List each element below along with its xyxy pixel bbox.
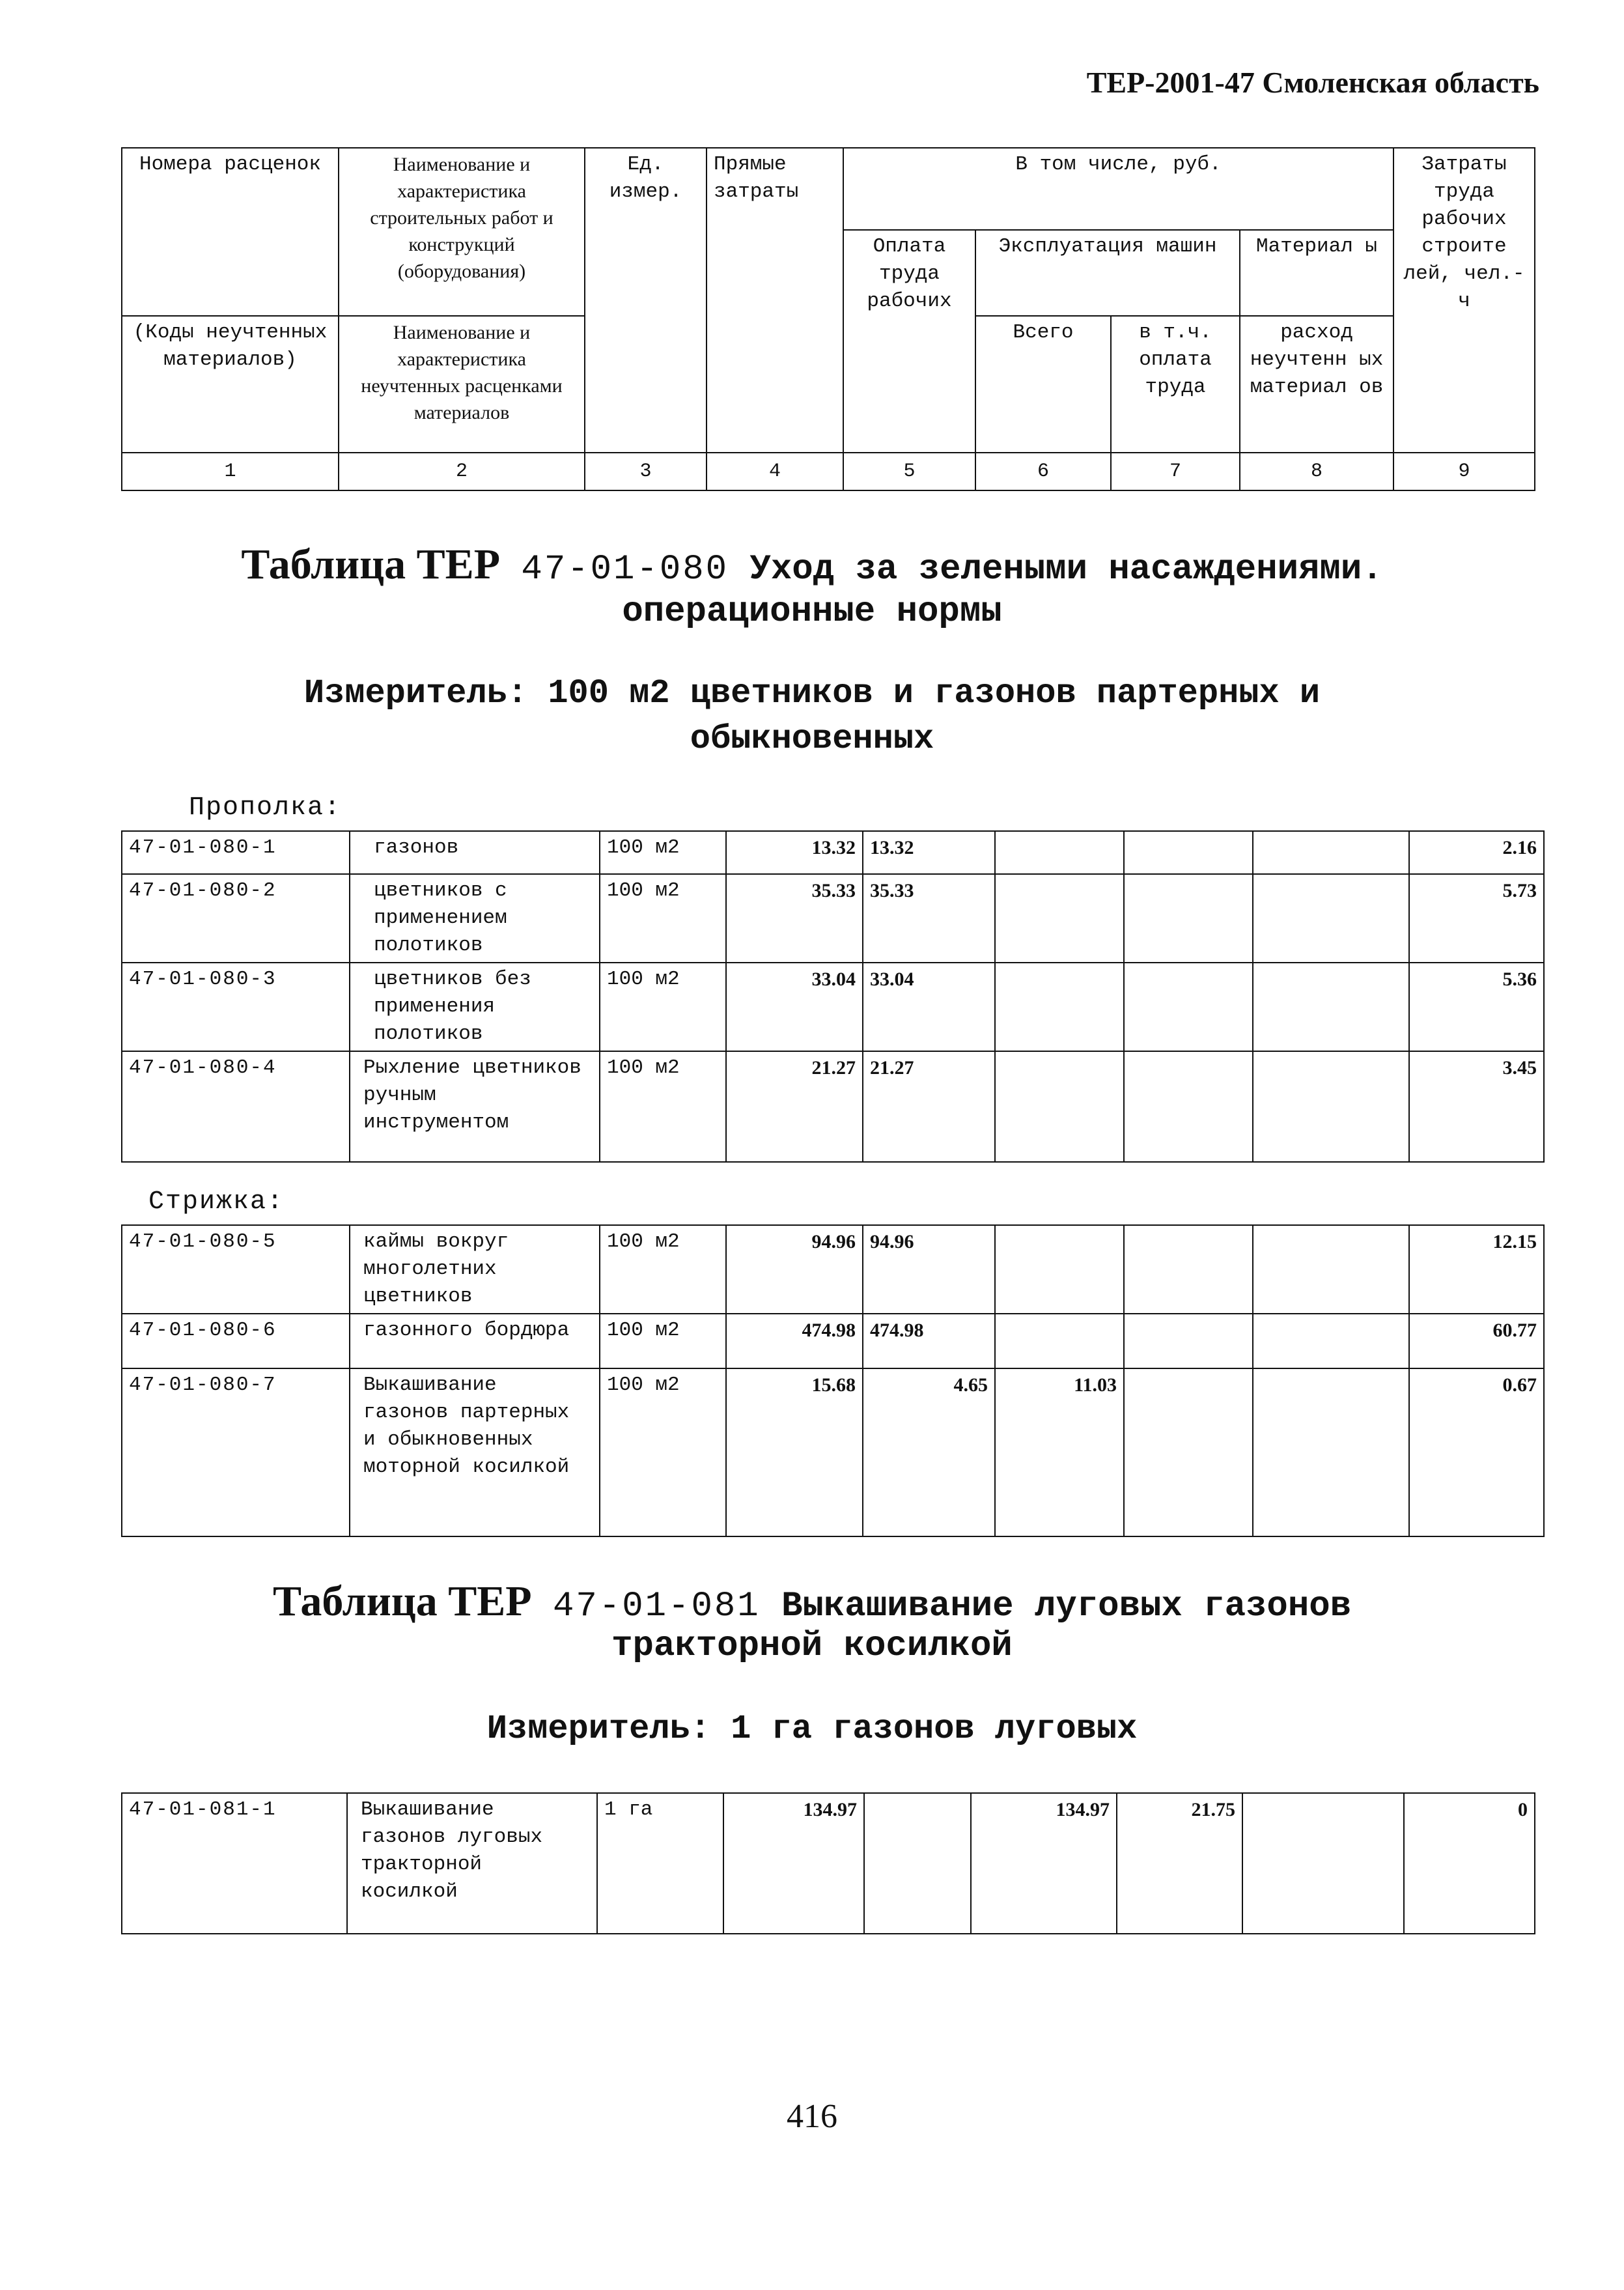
table1-meter-line2: обыкновенных — [690, 720, 934, 758]
col-number: 4 — [707, 453, 843, 490]
rate-pay: 4.65 — [863, 1368, 995, 1536]
rate-pay: 94.96 — [863, 1225, 995, 1314]
rate-machines — [995, 831, 1124, 874]
group-label-trimming: Стрижка: — [148, 1187, 285, 1217]
rate-direct: 134.97 — [723, 1793, 864, 1934]
col-labor-costs: Затраты труда рабочих строите лей, чел.-ч — [1393, 148, 1535, 453]
table-row — [122, 963, 1544, 1051]
rate-unit: 100 м2 — [600, 874, 726, 963]
col-number: 2 — [339, 453, 585, 490]
col-number: 7 — [1111, 453, 1240, 490]
table2-title — [0, 1579, 1624, 1630]
col-number: 1 — [122, 453, 339, 490]
col-number: 5 — [843, 453, 975, 490]
rate-machines-pay — [1124, 1225, 1253, 1314]
table2-title-text: Выкашивание луговых газонов — [781, 1587, 1352, 1626]
table1-meter-line1: Измеритель: 100 м2 цветников и газонов партерных и — [303, 674, 1321, 713]
rate-direct: 15.68 — [726, 1368, 863, 1536]
rate-machines-pay — [1124, 1368, 1253, 1536]
rate-materials — [1253, 874, 1409, 963]
col-rates-numbers: Номера расценок — [122, 148, 339, 316]
rate-machines: 134.97 — [971, 1793, 1117, 1934]
meadow-table — [121, 1792, 1535, 1934]
table-row — [122, 831, 1544, 874]
col-consumption: расход неучтенн ых материал ов — [1240, 316, 1393, 453]
group-label-weeding: Прополка: — [189, 793, 342, 823]
rate-machines-pay — [1124, 1051, 1253, 1162]
rate-machines — [995, 963, 1124, 1051]
table1-title — [0, 542, 1624, 593]
rate-name: каймы вокруг многолетних цветников — [350, 1225, 600, 1314]
rate-pay — [864, 1793, 971, 1934]
document-header: ТЕР-2001-47 Смоленская область — [1086, 66, 1539, 99]
rate-labor: 2.16 — [1409, 831, 1544, 874]
rate-direct: 33.04 — [726, 963, 863, 1051]
rate-labor: 0 — [1404, 1793, 1535, 1934]
rate-materials — [1242, 1793, 1404, 1934]
rate-materials — [1253, 1225, 1409, 1314]
rate-code: 47-01-081-1 — [122, 1793, 347, 1934]
rate-machines-pay — [1124, 1314, 1253, 1368]
rate-name: цветников с применением полотиков — [350, 874, 600, 963]
table1-title-code: 47-01-080 — [521, 550, 729, 589]
rate-direct: 94.96 — [726, 1225, 863, 1314]
rate-name: газонного бордюра — [350, 1314, 600, 1368]
rate-materials — [1253, 1314, 1409, 1368]
rate-code: 47-01-080-3 — [122, 963, 350, 1051]
rate-code: 47-01-080-4 — [122, 1051, 350, 1162]
rate-name: Рыхление цветников ручным инструментом — [350, 1051, 600, 1162]
col-name-unaccounted: Наименование и характеристика неучтенных расценками материалов — [339, 316, 585, 453]
rate-code: 47-01-080-2 — [122, 874, 350, 963]
rate-machines — [995, 1314, 1124, 1368]
rate-pay: 474.98 — [863, 1314, 995, 1368]
rate-direct: 35.33 — [726, 874, 863, 963]
trimming-table — [121, 1224, 1545, 1537]
rate-pay: 35.33 — [863, 874, 995, 963]
rate-labor: 3.45 — [1409, 1051, 1544, 1162]
col-machines: Эксплуатация машин — [975, 230, 1240, 316]
rate-labor: 5.73 — [1409, 874, 1544, 963]
col-number: 6 — [975, 453, 1111, 490]
rate-unit: 100 м2 — [600, 831, 726, 874]
table-row — [122, 874, 1544, 963]
col-workers-pay: Оплата труда рабочих — [843, 230, 975, 453]
table1-title-lead: Таблица ТЕР — [241, 541, 501, 588]
col-machines-incl-pay: в т.ч. оплата труда — [1111, 316, 1240, 453]
rate-labor: 0.67 — [1409, 1368, 1544, 1536]
rate-materials — [1253, 1368, 1409, 1536]
rate-unit: 100 м2 — [600, 1051, 726, 1162]
table1-subtitle: операционные нормы — [622, 592, 1002, 632]
rate-materials — [1253, 831, 1409, 874]
table2-title-code: 47-01-081 — [553, 1587, 761, 1626]
rate-machines — [995, 1225, 1124, 1314]
table2-meter: Измеритель: 1 га газонов луговых — [486, 1710, 1138, 1748]
rate-labor: 5.36 — [1409, 963, 1544, 1051]
col-materials: Материал ы — [1240, 230, 1393, 316]
table-row — [122, 1051, 1544, 1162]
rate-materials — [1253, 963, 1409, 1051]
rate-unit: 100 м2 — [600, 1225, 726, 1314]
rate-code: 47-01-080-7 — [122, 1368, 350, 1536]
table-row — [122, 1225, 1544, 1314]
table2-title-lead: Таблица ТЕР — [272, 1577, 532, 1625]
table-row — [122, 1314, 1544, 1368]
rate-labor: 12.15 — [1409, 1225, 1544, 1314]
rate-code: 47-01-080-6 — [122, 1314, 350, 1368]
col-including: В том числе, руб. — [843, 148, 1393, 230]
page-number: 416 — [787, 2098, 837, 2135]
rate-direct: 13.32 — [726, 831, 863, 874]
col-unit: Ед. измер. — [585, 148, 707, 453]
rate-machines: 11.03 — [995, 1368, 1124, 1536]
column-header-table — [121, 147, 1535, 491]
rate-name: цветников без применения полотиков — [350, 963, 600, 1051]
rate-pay: 21.27 — [863, 1051, 995, 1162]
rate-unit: 100 м2 — [600, 1314, 726, 1368]
rate-pay: 13.32 — [863, 831, 995, 874]
rate-pay: 33.04 — [863, 963, 995, 1051]
rate-machines-pay — [1124, 831, 1253, 874]
rate-direct: 474.98 — [726, 1314, 863, 1368]
rate-unit: 100 м2 — [600, 963, 726, 1051]
rate-unit: 1 га — [597, 1793, 723, 1934]
table-row — [122, 1793, 1535, 1934]
col-number: 8 — [1240, 453, 1393, 490]
rate-name: Выкашивание газонов луговых тракторной косилкой — [347, 1793, 597, 1934]
col-name: Наименование и характеристика строительных работ и конструкций (оборудования) — [339, 148, 585, 316]
rate-code: 47-01-080-5 — [122, 1225, 350, 1314]
col-machines-total: Всего — [975, 316, 1111, 453]
col-number: 9 — [1393, 453, 1535, 490]
rate-unit: 100 м2 — [600, 1368, 726, 1536]
table-row — [122, 1368, 1544, 1536]
rate-name: газонов — [350, 831, 600, 874]
rate-machines-pay — [1124, 963, 1253, 1051]
rate-machines-pay: 21.75 — [1117, 1793, 1242, 1934]
rate-name: Выкашивание газонов партерных и обыкновенных моторной косилкой — [350, 1368, 600, 1536]
weeding-table — [121, 830, 1545, 1163]
rate-labor: 60.77 — [1409, 1314, 1544, 1368]
rate-materials — [1253, 1051, 1409, 1162]
col-codes-unaccounted: (Коды неучтенных материалов) — [122, 316, 339, 453]
col-direct-costs: Прямые затраты — [707, 148, 843, 453]
table1-title-text: Уход за зелеными насаждениями. — [749, 550, 1383, 589]
rate-machines — [995, 874, 1124, 963]
rate-code: 47-01-080-1 — [122, 831, 350, 874]
table2-subtitle: тракторной косилкой — [611, 1626, 1013, 1666]
rate-direct: 21.27 — [726, 1051, 863, 1162]
col-number: 3 — [585, 453, 707, 490]
rate-machines-pay — [1124, 874, 1253, 963]
rate-machines — [995, 1051, 1124, 1162]
